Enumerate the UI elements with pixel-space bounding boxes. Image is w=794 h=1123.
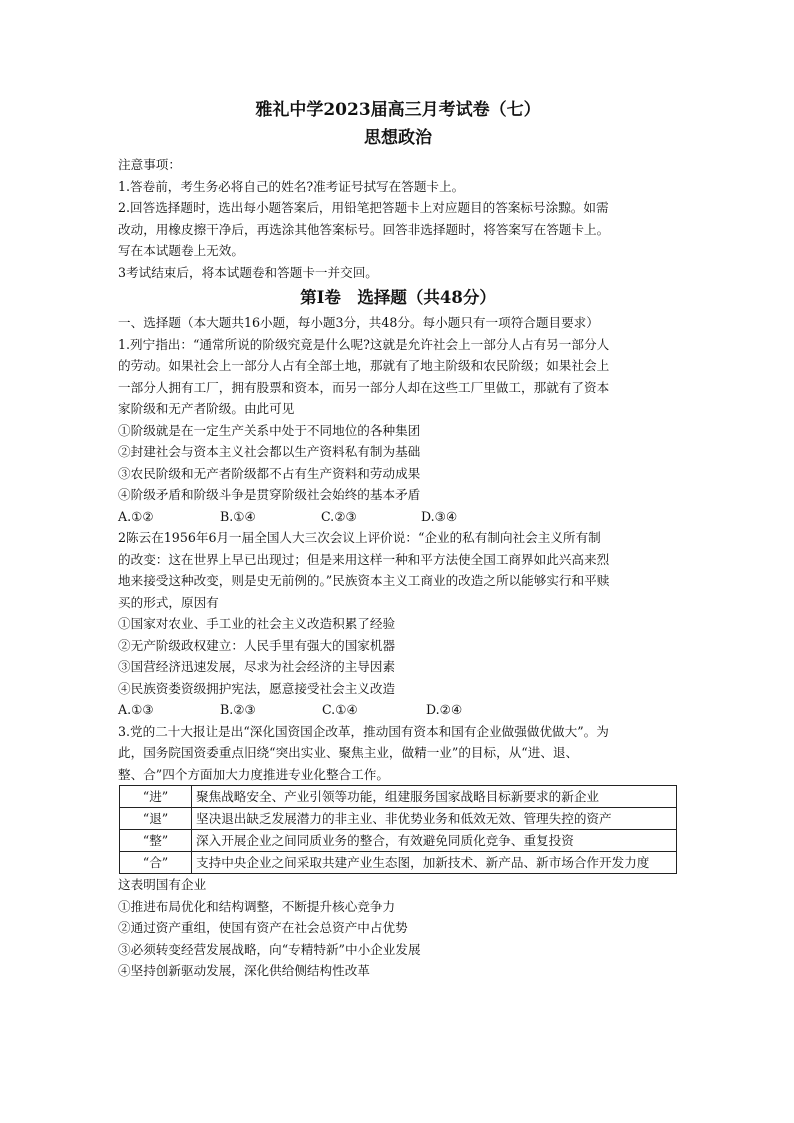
- option-d: D.③④: [421, 508, 458, 524]
- notice-line: 改动，用橡皮擦干净后，再选涂其他答案标号。回答非选择题时，将答案写在答题卡上。: [118, 221, 610, 237]
- question-stem-line: 此，国务院国资委重点旧绕“突出实业、聚焦主业，做精一业”的目标，从“进、退、: [118, 745, 579, 760]
- question-2: [118, 527, 678, 721]
- question-stem-line: 3.党的二十大报让是出“深化国资国企改革，推动国有资本和国有企业做强做优做大”。为: [118, 723, 609, 739]
- statement-item: ②封建社会与资本主义社会都以生产资料私有制为基础: [118, 444, 421, 459]
- table-key-cell: “进”: [120, 786, 192, 808]
- answer-options: [118, 699, 678, 721]
- statement-item: ①阶级就是在一定生产关系中处于不同地位的各种集团: [118, 422, 421, 438]
- integration-table: [119, 785, 677, 874]
- table-key-cell: “整”: [120, 830, 192, 852]
- question-3: [118, 721, 678, 982]
- question-stem-line: 2陈云在1956年6月一届全国人大三次会议上评价说：“企业的私有制向社会主义所有制: [118, 530, 601, 545]
- question-stem-line: 的改变：这在世界上早已出现过；但是来用这样一种和平方法使全国工商界如此兴高来烈: [118, 551, 610, 567]
- option-c: C.①④: [322, 702, 358, 717]
- notice-line: 写在本试题卷上无效。: [118, 243, 244, 258]
- question-stem-line: 家阶级和无产者阶级。由此可见: [118, 401, 295, 416]
- table-row: [120, 830, 677, 852]
- question-lead: 这表明国有企业: [118, 877, 207, 892]
- statement-item: ④阶级矛盾和阶级斗争是贯穿阶级社会始终的基本矛盾: [118, 487, 421, 502]
- table-key-cell: “退”: [120, 808, 192, 830]
- option-c: C.②③: [321, 508, 357, 524]
- table-row: [120, 808, 677, 830]
- question-1: [118, 334, 678, 528]
- question-stem-line: 一部分人拥有工厂，拥有股票和资本，而另一部分人却在这些工厂里做工，那就有了资本: [118, 379, 610, 395]
- option-b: B.②③: [220, 702, 256, 717]
- table-row: [120, 786, 677, 808]
- table-value-cell: 支持中央企业之间采取共建产业生态图，加新技术、新产品、新市场合作开发力度: [192, 852, 677, 874]
- exam-title: 雅礼中学2023届高三月考试卷（七）: [255, 100, 541, 120]
- exam-page: [118, 96, 678, 982]
- table-value-cell: 深入开展企业之间同质业务的整合，有效避免同质化竞争、重复投资: [192, 830, 677, 852]
- statement-item: ①推进布局优化和结构调整，不断提升核心竞争力: [118, 898, 396, 914]
- table-row: [120, 852, 677, 874]
- option-a: A.①②: [118, 508, 154, 524]
- statement-item: ④民族资娄资级拥护宪法，愿意接受社会主义改造: [118, 680, 396, 696]
- notice-line: 2.回答选择题时，选出每小题答案后，用铅笔把答题卡上对应题目的答案标号涂黥。如需: [118, 200, 609, 215]
- statement-item: ③必须转变经营发展战略，向“专精特新”中小企业发展: [118, 941, 421, 957]
- table-value-cell: 坚决退出缺乏发展潜力的非主业、非优势业务和低效无效、管理失控的资产: [192, 808, 677, 830]
- question-stem-line: 买的形式，原因有: [118, 594, 219, 610]
- question-stem-line: 的劳动。如果社会上一部分人占有全部土地，那就有了地主阶级和农民阶级；如果社会上: [118, 358, 610, 373]
- notice-line: 1.答卷前，考生务必将自己的姓名?准考证号拭写在答题卡上。: [118, 178, 465, 194]
- section-title: 第Ⅰ卷 选择题（共48分）: [300, 288, 496, 307]
- statement-item: ③国营经济迅速发展，尽求为社会经济的主导因素: [118, 659, 396, 674]
- notice-block: [118, 154, 678, 283]
- question-stem-line: 地来接受这种改变，则是史无前例的。”民族资本主义工商业的改造之所以能够实行和平赎: [118, 573, 610, 588]
- answer-options: [118, 506, 678, 528]
- notice-heading: 注意事项：: [118, 157, 181, 172]
- exam-subject: 思想政治: [364, 128, 432, 148]
- question-stem-line: 1.列宁指出：“通常所说的阶级究竟是什么呢?这就是允许社会上一部分人占有另一部分人: [118, 336, 610, 352]
- option-b: B.①④: [220, 508, 256, 524]
- statement-item: ②无产阶级政权建立：人民手里有强大的国家机器: [118, 637, 396, 653]
- option-d: D.②④: [426, 702, 463, 717]
- section-instruction: 一、选择题（本大题共16小题，每小题3分，共48分。每小题只有一项符合题目要求）: [118, 315, 599, 330]
- statement-item: ①国家对农业、手工业的社会主义改造积累了经验: [118, 616, 396, 631]
- statement-item: ②通过资产重组，使国有资产在社会总资产中占优势: [118, 920, 408, 935]
- table-value-cell: 聚焦战略安全、产业引领等功能，组建服务国家战略目标新要求的新企业: [192, 786, 677, 808]
- statement-item: ④坚持创新驱动发展，深化供给侧结构性改革: [118, 963, 370, 978]
- notice-line: 3考试结束后，将本试题卷和答题卡一并交回。: [118, 264, 378, 280]
- statement-item: ③农民阶级和无产者阶级都不占有生产资料和劳动成果: [118, 465, 421, 481]
- table-key-cell: “合”: [120, 852, 192, 874]
- question-stem-line: 整、合”四个方面加大力度推进专业化整合工作。: [118, 766, 389, 782]
- option-a: A.①③: [118, 702, 154, 717]
